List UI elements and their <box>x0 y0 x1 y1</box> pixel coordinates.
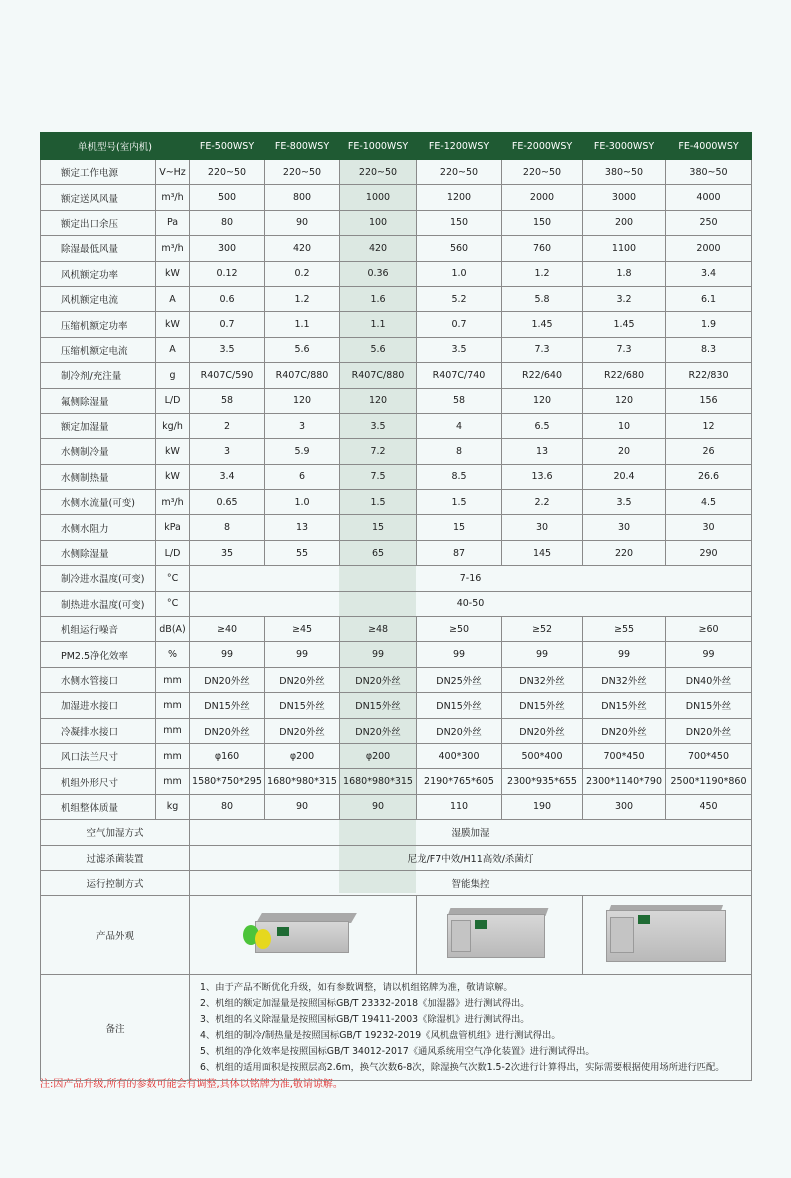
row-unit: kg/h <box>156 413 190 438</box>
value-cell: 87 <box>417 540 502 565</box>
table-row <box>41 312 752 337</box>
value-cell: 2500*1190*860 <box>666 769 752 794</box>
model-header: FE-2000WSY <box>502 133 583 160</box>
value-cell: 20.4 <box>583 464 666 489</box>
value-cell: 80 <box>190 794 265 819</box>
row-unit: mm <box>156 769 190 794</box>
value-cell: 0.7 <box>417 312 502 337</box>
row-unit: °C <box>156 591 190 616</box>
table-row <box>41 566 752 591</box>
row-label: 压缩机额定功率 <box>41 312 156 337</box>
row-label: 产品外观 <box>41 896 190 975</box>
row-unit: mm <box>156 743 190 768</box>
value-cell: 120 <box>583 388 666 413</box>
table-row <box>41 845 752 870</box>
value-cell: 150 <box>502 210 583 235</box>
value-cell: ≥60 <box>666 617 752 642</box>
value-cell: 26 <box>666 439 752 464</box>
value-cell: 30 <box>666 515 752 540</box>
value-cell: 1580*750*295 <box>190 769 265 794</box>
row-unit: m³/h <box>156 490 190 515</box>
value-cell: 1.5 <box>417 490 502 515</box>
row-unit: m³/h <box>156 185 190 210</box>
value-cell: 1200 <box>417 185 502 210</box>
model-header: FE-1200WSY <box>417 133 502 160</box>
note-line: 6、机组的适用面积是按照层高2.6m，换气次数6-8次，除湿换气次数1.5-2次进行计算得出，实际需要根据使用场所进行匹配。 <box>200 1061 725 1073</box>
value-cell: 2300*1140*790 <box>583 769 666 794</box>
value-cell: 1100 <box>583 236 666 261</box>
table-row <box>41 464 752 489</box>
product-image <box>583 896 752 975</box>
row-label: 水侧水阻力 <box>41 515 156 540</box>
value-cell: DN15外丝 <box>265 693 340 718</box>
value-cell: 13.6 <box>502 464 583 489</box>
value-cell: 3.5 <box>340 413 417 438</box>
row-unit: mm <box>156 693 190 718</box>
row-label: 水侧制冷量 <box>41 439 156 464</box>
value-cell: DN15外丝 <box>583 693 666 718</box>
value-cell: 760 <box>502 236 583 261</box>
row-label: 机组运行噪音 <box>41 617 156 642</box>
table-row <box>41 820 752 845</box>
row-label: 运行控制方式 <box>41 870 190 895</box>
table-row <box>41 286 752 311</box>
appearance-row <box>41 896 752 975</box>
value-cell: 7.2 <box>340 439 417 464</box>
value-cell: 35 <box>190 540 265 565</box>
row-unit: m³/h <box>156 236 190 261</box>
product-unit-illustration <box>602 903 732 965</box>
spec-table <box>40 132 752 1081</box>
value-cell: 8.3 <box>666 337 752 362</box>
table-row <box>41 363 752 388</box>
row-unit: A <box>156 337 190 362</box>
notes-text <box>190 975 752 1081</box>
row-label: 制冷剂/充注量 <box>41 363 156 388</box>
value-cell: 3 <box>265 413 340 438</box>
value-cell: DN32外丝 <box>502 667 583 692</box>
value-cell: 99 <box>583 642 666 667</box>
value-cell: R22/680 <box>583 363 666 388</box>
value-cell: 20 <box>583 439 666 464</box>
value-cell: DN20外丝 <box>340 718 417 743</box>
row-label: PM2.5净化效率 <box>41 642 156 667</box>
table-row <box>41 769 752 794</box>
row-unit: A <box>156 286 190 311</box>
value-cell: DN32外丝 <box>583 667 666 692</box>
value-cell: 3000 <box>583 185 666 210</box>
row-label: 加湿进水接口 <box>41 693 156 718</box>
value-cell: 1.6 <box>340 286 417 311</box>
value-cell: 380~50 <box>583 160 666 185</box>
value-cell: 1.1 <box>340 312 417 337</box>
value-cell: 99 <box>190 642 265 667</box>
value-cell: 5.6 <box>340 337 417 362</box>
value-cell: DN20外丝 <box>502 718 583 743</box>
table-row <box>41 743 752 768</box>
model-header: FE-3000WSY <box>583 133 666 160</box>
value-cell: DN15外丝 <box>417 693 502 718</box>
note-line: 3、机组的名义除湿量是按照国标GB/T 19411-2003《除湿机》进行测试得出。 <box>200 1013 530 1025</box>
value-cell: 13 <box>502 439 583 464</box>
footer-note: 注:因产品升级,所有的参数可能会有调整,具体以铭牌为准,敬请谅解。 <box>40 1079 343 1090</box>
value-cell: 0.12 <box>190 261 265 286</box>
row-unit: V~Hz <box>156 160 190 185</box>
value-cell: 1.45 <box>583 312 666 337</box>
table-row <box>41 261 752 286</box>
value-cell: 7.3 <box>583 337 666 362</box>
value-cell: 250 <box>666 210 752 235</box>
value-cell: 80 <box>190 210 265 235</box>
value-cell: 0.2 <box>265 261 340 286</box>
value-cell: 120 <box>265 388 340 413</box>
value-cell: 3.4 <box>666 261 752 286</box>
value-cell: 156 <box>666 388 752 413</box>
value-cell: 120 <box>502 388 583 413</box>
value-cell: 58 <box>190 388 265 413</box>
row-unit: kg <box>156 794 190 819</box>
value-cell: 99 <box>666 642 752 667</box>
value-cell: 220~50 <box>190 160 265 185</box>
value-cell: 90 <box>340 794 417 819</box>
value-cell: 1.2 <box>265 286 340 311</box>
value-cell: 30 <box>583 515 666 540</box>
value-cell: 450 <box>666 794 752 819</box>
value-cell: 0.7 <box>190 312 265 337</box>
model-header: FE-500WSY <box>190 133 265 160</box>
value-cell: DN20外丝 <box>265 718 340 743</box>
table-row <box>41 667 752 692</box>
row-label: 制冷进水温度(可变) <box>41 566 156 591</box>
value-cell: φ200 <box>340 743 417 768</box>
value-cell: 8 <box>417 439 502 464</box>
row-unit: dB(A) <box>156 617 190 642</box>
row-label: 水侧制热量 <box>41 464 156 489</box>
value-cell: 1.1 <box>265 312 340 337</box>
row-label: 额定加湿量 <box>41 413 156 438</box>
value-cell: DN20外丝 <box>265 667 340 692</box>
table-row <box>41 185 752 210</box>
value-cell: 190 <box>502 794 583 819</box>
row-label: 氟侧除湿量 <box>41 388 156 413</box>
row-label: 空气加湿方式 <box>41 820 190 845</box>
value-cell: 65 <box>340 540 417 565</box>
value-cell: 99 <box>502 642 583 667</box>
value-cell: 1.8 <box>583 261 666 286</box>
value-cell: 5.9 <box>265 439 340 464</box>
value-cell: 2300*935*655 <box>502 769 583 794</box>
table-row <box>41 794 752 819</box>
row-label: 压缩机额定电流 <box>41 337 156 362</box>
table-row <box>41 388 752 413</box>
value-cell: 700*450 <box>666 743 752 768</box>
value-cell: 30 <box>502 515 583 540</box>
model-header: FE-800WSY <box>265 133 340 160</box>
value-cell: R22/830 <box>666 363 752 388</box>
value-cell: 1.5 <box>340 490 417 515</box>
table-row <box>41 160 752 185</box>
row-unit: % <box>156 642 190 667</box>
row-unit: mm <box>156 667 190 692</box>
value-cell: ≥52 <box>502 617 583 642</box>
value-cell: 7.5 <box>340 464 417 489</box>
value-cell: 13 <box>265 515 340 540</box>
model-header: FE-1000WSY <box>340 133 417 160</box>
row-label: 风机额定功率 <box>41 261 156 286</box>
table-row <box>41 617 752 642</box>
value-cell: DN15外丝 <box>340 693 417 718</box>
value-cell: 420 <box>340 236 417 261</box>
table-row <box>41 642 752 667</box>
value-cell: 1.9 <box>666 312 752 337</box>
value-cell: 55 <box>265 540 340 565</box>
row-label: 备注 <box>41 975 190 1081</box>
note-line: 1、由于产品不断优化升级，如有参数调整，请以机组铭牌为准，敬请谅解。 <box>200 981 513 993</box>
value-cell: 8.5 <box>417 464 502 489</box>
value-cell: 99 <box>265 642 340 667</box>
value-cell: 90 <box>265 794 340 819</box>
value-cell: 300 <box>583 794 666 819</box>
value-cell: 6.5 <box>502 413 583 438</box>
product-unit-illustration <box>243 909 363 959</box>
value-cell: 6.1 <box>666 286 752 311</box>
value-cell: R407C/590 <box>190 363 265 388</box>
value-cell: φ200 <box>265 743 340 768</box>
row-label: 机组外形尺寸 <box>41 769 156 794</box>
table-row <box>41 693 752 718</box>
value-cell: 5.8 <box>502 286 583 311</box>
table-row <box>41 515 752 540</box>
model-header: FE-4000WSY <box>666 133 752 160</box>
value-cell: 120 <box>340 388 417 413</box>
value-cell: 6 <box>265 464 340 489</box>
row-label: 风口法兰尺寸 <box>41 743 156 768</box>
value-cell: 4.5 <box>666 490 752 515</box>
note-line: 5、机组的净化效率是按照国标GB/T 34012-2017《通风系统用空气净化装置》进行测试得出。 <box>200 1045 595 1057</box>
header-row <box>41 133 752 160</box>
table-row <box>41 337 752 362</box>
value-cell: 290 <box>666 540 752 565</box>
value-cell: DN40外丝 <box>666 667 752 692</box>
value-cell: φ160 <box>190 743 265 768</box>
value-cell: 150 <box>417 210 502 235</box>
value-cell: DN20外丝 <box>190 667 265 692</box>
table-row <box>41 718 752 743</box>
value-cell: DN20外丝 <box>190 718 265 743</box>
value-cell: DN15外丝 <box>666 693 752 718</box>
value-cell: R407C/880 <box>265 363 340 388</box>
value-cell: 3.4 <box>190 464 265 489</box>
value-cell: 500*400 <box>502 743 583 768</box>
value-cell: 5.6 <box>265 337 340 362</box>
value-cell: 220~50 <box>502 160 583 185</box>
value-cell: R22/640 <box>502 363 583 388</box>
value-cell: 1680*980*315 <box>265 769 340 794</box>
value-cell: 560 <box>417 236 502 261</box>
value-cell: 8 <box>190 515 265 540</box>
row-unit: kW <box>156 464 190 489</box>
row-label: 除湿最低风量 <box>41 236 156 261</box>
value-cell: 1000 <box>340 185 417 210</box>
value-cell: 10 <box>583 413 666 438</box>
value-cell: DN20外丝 <box>666 718 752 743</box>
value-cell: 200 <box>583 210 666 235</box>
row-label: 冷凝排水接口 <box>41 718 156 743</box>
row-unit: L/D <box>156 540 190 565</box>
row-label: 水侧水流量(可变) <box>41 490 156 515</box>
row-unit: kW <box>156 439 190 464</box>
value-cell: 220 <box>583 540 666 565</box>
value-cell: 1.0 <box>417 261 502 286</box>
value-cell: 220~50 <box>265 160 340 185</box>
value-cell: 380~50 <box>666 160 752 185</box>
value-cell: DN20外丝 <box>417 718 502 743</box>
table-row <box>41 870 752 895</box>
table-row <box>41 439 752 464</box>
header-label: 单机型号(室内机) <box>41 133 190 160</box>
row-unit: Pa <box>156 210 190 235</box>
value-cell: 145 <box>502 540 583 565</box>
value-cell: DN15外丝 <box>190 693 265 718</box>
value-cell: 2 <box>190 413 265 438</box>
value-cell: 4 <box>417 413 502 438</box>
table-row <box>41 413 752 438</box>
product-image <box>417 896 583 975</box>
row-label: 水侧水管接口 <box>41 667 156 692</box>
row-label: 水侧除湿量 <box>41 540 156 565</box>
value-cell: 500 <box>190 185 265 210</box>
value-cell: 220~50 <box>340 160 417 185</box>
row-value: 智能集控 <box>190 870 752 895</box>
value-cell: DN20外丝 <box>340 667 417 692</box>
value-cell: 2190*765*605 <box>417 769 502 794</box>
value-cell: 1680*980*315 <box>340 769 417 794</box>
value-cell: 58 <box>417 388 502 413</box>
row-unit: kW <box>156 312 190 337</box>
value-cell: 420 <box>265 236 340 261</box>
value-cell: 1.0 <box>265 490 340 515</box>
value-cell: 800 <box>265 185 340 210</box>
value-cell: 400*300 <box>417 743 502 768</box>
value-cell: 99 <box>417 642 502 667</box>
row-label: 额定送风风量 <box>41 185 156 210</box>
value-cell: 220~50 <box>417 160 502 185</box>
value-cell: DN20外丝 <box>583 718 666 743</box>
value-cell: 7.3 <box>502 337 583 362</box>
value-cell: 3.5 <box>417 337 502 362</box>
row-unit: kW <box>156 261 190 286</box>
row-label: 风机额定电流 <box>41 286 156 311</box>
value-cell: 1.2 <box>502 261 583 286</box>
product-unit-illustration <box>445 906 555 962</box>
value-cell: 2.2 <box>502 490 583 515</box>
value-cell: 0.65 <box>190 490 265 515</box>
value-cell: 4000 <box>666 185 752 210</box>
row-value: 尼龙/F7中效/H11高效/杀菌灯 <box>190 845 752 870</box>
value-cell: 90 <box>265 210 340 235</box>
value-cell: ≥45 <box>265 617 340 642</box>
value-cell: 300 <box>190 236 265 261</box>
table-row <box>41 591 752 616</box>
value-cell: 3 <box>190 439 265 464</box>
row-label: 过滤杀菌装置 <box>41 845 190 870</box>
notes-row <box>41 975 752 1081</box>
value-cell: 12 <box>666 413 752 438</box>
value-cell: DN15外丝 <box>502 693 583 718</box>
value-cell: ≥55 <box>583 617 666 642</box>
row-label: 机组整体质量 <box>41 794 156 819</box>
row-unit: mm <box>156 718 190 743</box>
product-image <box>190 896 417 975</box>
value-cell: 5.2 <box>417 286 502 311</box>
value-cell: 3.2 <box>583 286 666 311</box>
row-unit: g <box>156 363 190 388</box>
value-cell: 3.5 <box>583 490 666 515</box>
value-cell: 26.6 <box>666 464 752 489</box>
row-label: 制热进水温度(可变) <box>41 591 156 616</box>
row-value: 湿膜加湿 <box>190 820 752 845</box>
table-row <box>41 210 752 235</box>
value-cell: 100 <box>340 210 417 235</box>
merged-value: 40-50 <box>190 591 752 616</box>
value-cell: DN25外丝 <box>417 667 502 692</box>
value-cell: 110 <box>417 794 502 819</box>
row-unit: °C <box>156 566 190 591</box>
table-row <box>41 540 752 565</box>
row-label: 额定工作电源 <box>41 160 156 185</box>
value-cell: 0.36 <box>340 261 417 286</box>
value-cell: ≥40 <box>190 617 265 642</box>
value-cell: 0.6 <box>190 286 265 311</box>
value-cell: ≥48 <box>340 617 417 642</box>
note-line: 2、机组的额定加湿量是按照国标GB/T 23332-2018《加湿器》进行测试得出。 <box>200 997 530 1009</box>
value-cell: R407C/740 <box>417 363 502 388</box>
value-cell: ≥50 <box>417 617 502 642</box>
value-cell: 15 <box>340 515 417 540</box>
row-unit: L/D <box>156 388 190 413</box>
value-cell: 3.5 <box>190 337 265 362</box>
value-cell: 2000 <box>502 185 583 210</box>
row-unit: kPa <box>156 515 190 540</box>
value-cell: R407C/880 <box>340 363 417 388</box>
table-row <box>41 490 752 515</box>
value-cell: 1.45 <box>502 312 583 337</box>
note-line: 4、机组的制冷/制热量是按照国标GB/T 19232-2019《风机盘管机组》进行测试得出。 <box>200 1029 561 1041</box>
value-cell: 2000 <box>666 236 752 261</box>
value-cell: 15 <box>417 515 502 540</box>
value-cell: 99 <box>340 642 417 667</box>
table-row <box>41 236 752 261</box>
row-label: 额定出口余压 <box>41 210 156 235</box>
value-cell: 700*450 <box>583 743 666 768</box>
merged-value: 7-16 <box>190 566 752 591</box>
